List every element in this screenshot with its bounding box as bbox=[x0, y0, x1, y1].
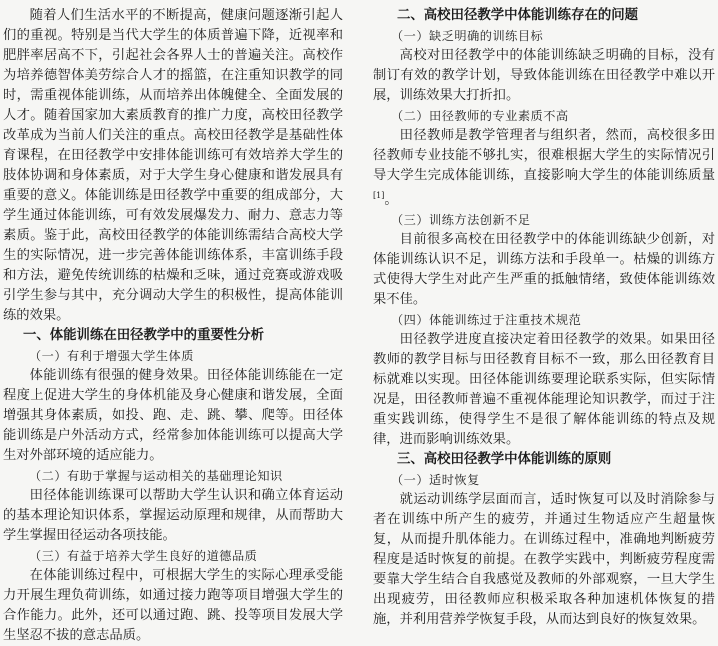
section-2-paragraph-2-text: 田径教师是教学管理者与组织者，然而，高校很多田径教师专业技能不够扎实，很难根据大学生的实际情况引导大学生完成体能训练，直接影响大学生的体能训练质量 bbox=[373, 128, 715, 183]
section-2-paragraph-2 bbox=[373, 126, 715, 210]
intro-paragraph: 随着人们生活水平的不断提高，健康问题逐渐引起人们的重视。特别是当代大学生的体质普遍下降，近视率和肥胖率居高不下，引起社会各界人士的普遍关注。高校作为培养德智体美劳综合人才的摇篮，在注重知识教学的同时，需重视体能训练，从而培养出体魄健全、全面发展的人才。随着国家加大素质教育的推广力度，高校田径教学改革成为当前人们关注的重点。高校田径教学是基础性体育课程，在田径教学中安排体能训练可有效培养大学生的肢体协调和身体素质，对于大学生身心健康和谐发展具有重要的意义。体能训练是田径教学中重要的组成部分，大学生通过体能训练，可有效发展爆发力、耐力、意志力等素质。鉴于此，高校田径教学的体能训练需结合高校大学生的实际情况，进一步完善体能训练体系，丰富训练手段和方法，避免传统训练的枯燥和乏味，通过竞赛或游戏吸引学生参与其中，充分调动大学生的积极性，提高体能训练的效果。 bbox=[3, 8, 343, 323]
section-1-heading: 一、体能训练在田径教学中的重要性分析 bbox=[23, 328, 265, 343]
section-2-paragraph-4: 田径教学进度直接决定着田径教学的效果。如果田径教师的教学目标与田径教育目标不一致，那么田径教育目标就难以实现。田径体能训练要理论联系实际，但实际情况是，田径教师普遍不重视体能理论知识教学，而过于注重实践训练，使得学生不是很了解体能训练的特点及规律，进而影响训练效果。 bbox=[373, 332, 715, 448]
section-1-paragraph-2: 田径体能训练课可以帮助大学生认识和确立体育运动的基本理论知识体系，掌握运动原理和规律，从而帮助大学生掌握田径运动各项技能。 bbox=[3, 488, 343, 543]
section-2-paragraph-3: 目前很多高校在田径教学中的体能训练缺少创新，对体能训练认识不足，训练方法和手段单一。枯燥的训练方式使得大学生对此产生严重的抵触情绪，致使体能训练效果不佳。 bbox=[373, 232, 715, 308]
citation-ref: [1] bbox=[373, 191, 385, 200]
section-2-subheading-4: （四）体能训练过于注重技术规范 bbox=[391, 313, 582, 328]
section-2-paragraph-2-end: 。 bbox=[384, 192, 398, 208]
section-3-heading: 三、高校田径教学中体能训练的原则 bbox=[397, 452, 612, 468]
section-2-heading: 二、高校田径教学中体能训练存在的问题 bbox=[397, 8, 639, 23]
section-2-subheading-2: （二）田径教师的专业素质不高 bbox=[391, 109, 569, 123]
section-3-paragraph-1: 就运动训练学层面而言，适时恢复可以及时消除参与者在训练中所产生的疲劳，并通过生物适应产生超量恢复，从而提升肌体能力。在训练过程中，准确地判断疲劳程度是适时恢复的前提。在教学实践中，判断疲劳程度需要靠大学生结合自我感觉及教师的外部观察，一旦大学生出现疲劳，田径教师应积极采取各种加速机体恢复的措施，并利用营养学恢复手段，从而达到良好的恢复效果。 bbox=[373, 492, 715, 628]
section-1-paragraph-3: 在体能训练过程中，可根据大学生的实际心理承受能力开展生理负荷训练，如通过接力跑等项目增强大学生的合作能力。此外，还可以通过跑、跳、投等项目发展大学生坚忍不拔的意志品质。 bbox=[3, 568, 343, 643]
section-1-paragraph-1: 体能训练有很强的健身效果。田径体能训练能在一定程度上促进大学生的身体机能及身心健康和谐发展，全面增强其身体素质，如投、跑、走、跳、攀、爬等。田径体能训练是户外活动方式，经常参加体能训练可以提高大学生对外部环境的适应能力。 bbox=[3, 368, 343, 463]
section-2-paragraph-1: 高校对田径教学中的体能训练缺乏明确的目标，没有制订有效的教学计划，导致体能训练在田径教学中难以开展，训练效果大打折扣。 bbox=[373, 48, 715, 103]
section-1-subheading-2: （二）有助于掌握与运动相关的基础理论知识 bbox=[29, 469, 283, 483]
right-column bbox=[373, 6, 715, 630]
section-2-subheading-1: （一）缺乏明确的训练目标 bbox=[391, 29, 544, 43]
section-3-subheading-1: （一）适时恢复 bbox=[391, 473, 480, 488]
section-1-subheading-1: （一）有利于增强大学生体质 bbox=[29, 349, 194, 363]
left-column bbox=[3, 6, 343, 646]
section-1-subheading-3: （三）有益于培养大学生良好的道德品质 bbox=[29, 549, 258, 563]
section-2-subheading-3: （三）训练方法创新不足 bbox=[391, 213, 531, 228]
